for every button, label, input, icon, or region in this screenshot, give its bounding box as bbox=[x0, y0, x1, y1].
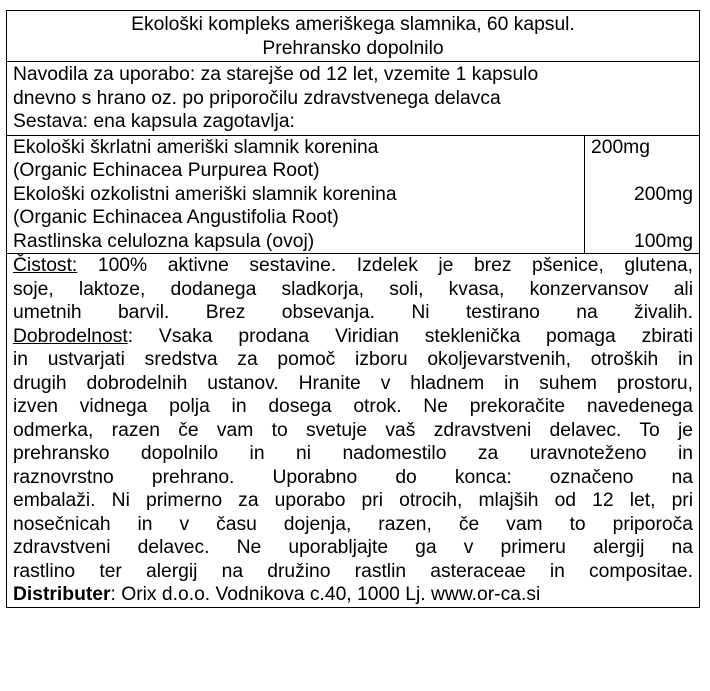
distributor-label: Distributer bbox=[13, 584, 111, 605]
ingredient-name: Rastlinska celulozna kapsula (ovoj) bbox=[13, 230, 315, 252]
charity-line: Dobrodelnost: Vsaka prodana Viridian steklenička pomaga zbirati bbox=[13, 325, 693, 347]
product-title bbox=[7, 11, 699, 62]
charity-line: izven vidnega polja in dosega otrok. Ne prekoračite navedenega bbox=[13, 396, 693, 417]
purity-label: Čistost: bbox=[13, 255, 78, 276]
ingredient-name: Ekološki škrlatni ameriški slamnik korenina bbox=[13, 136, 379, 158]
purity-line: soje, laktoze, dodanega sladkorja, soli, kvasa, konzervansov ali bbox=[13, 278, 693, 300]
label-body-text bbox=[7, 254, 699, 607]
ingredient-amount: 200mg bbox=[634, 183, 693, 205]
charity-line: prehransko dopolnilo in ni nadomestilo za uravnoteženo in bbox=[13, 443, 693, 464]
purity-line: umetnih barvil. Brez obsevanja. Ni testirano na živalih. bbox=[13, 302, 693, 323]
usage-line: dnevno s hrano oz. po priporočilu zdravstvenega delavca bbox=[13, 87, 501, 109]
composition-heading: Sestava: ena kapsula zagotavlja: bbox=[13, 111, 295, 132]
usage-line: Navodila za uporabo: za starejše od 12 let, vzemite 1 kapsulo bbox=[13, 64, 539, 85]
composition-table bbox=[7, 136, 699, 255]
ingredient-names-column bbox=[7, 136, 585, 254]
ingredient-name: Ekološki ozkolistni ameriški slamnik korenina bbox=[13, 183, 397, 205]
supplement-label bbox=[6, 10, 700, 608]
distributor-details: : Orix d.o.o. Vodnikova c.40, 1000 Lj. www.or-ca.si bbox=[110, 584, 541, 605]
product-name: Ekološki kompleks ameriškega slamnika, 60 kapsul. bbox=[131, 14, 575, 35]
charity-line: rastlino ter alergij na družino rastlin asteraceae in compositae. bbox=[13, 560, 693, 582]
charity-line: embalaži. Ni primerno za uporabo pri otrocih, mlajših od 12 let, pri bbox=[13, 490, 693, 511]
charity-line: zdravstveni delavec. Ne uporabljajte ga v primeru alergij na bbox=[13, 537, 693, 558]
charity-label: Dobrodelnost bbox=[13, 325, 128, 347]
ingredient-amounts-column bbox=[585, 136, 699, 254]
distributor-line bbox=[13, 583, 693, 607]
charity-line: drugih dobrodelnih ustanov. Hranite v hladnem in suhem prostoru, bbox=[13, 372, 693, 394]
ingredient-latin: (Organic Echinacea Purpurea Root) bbox=[13, 160, 320, 181]
charity-line: in ustvarjati sredstva za pomoč izboru okoljevarstvenih, otroških in bbox=[13, 349, 693, 370]
charity-line: nosečnicah in v času dojenja, razen, če vam to priporoča bbox=[13, 513, 693, 535]
purity-line: Čistost: 100% aktivne sestavine. Izdelek je brez pšenice, glutena, bbox=[13, 255, 693, 276]
product-type: Prehransko dopolnilo bbox=[262, 37, 444, 59]
ingredient-amount: 200mg bbox=[591, 136, 650, 158]
usage-instructions bbox=[7, 62, 699, 136]
ingredient-amount: 100mg bbox=[634, 230, 693, 252]
ingredient-latin: (Organic Echinacea Angustifolia Root) bbox=[13, 207, 339, 228]
charity-line: raznovrstno prehrano. Uporabno do konca: označeno na bbox=[13, 466, 693, 488]
charity-line: odmerka, razen če vam to svetuje vaš zdravstveni delavec. To je bbox=[13, 419, 693, 441]
